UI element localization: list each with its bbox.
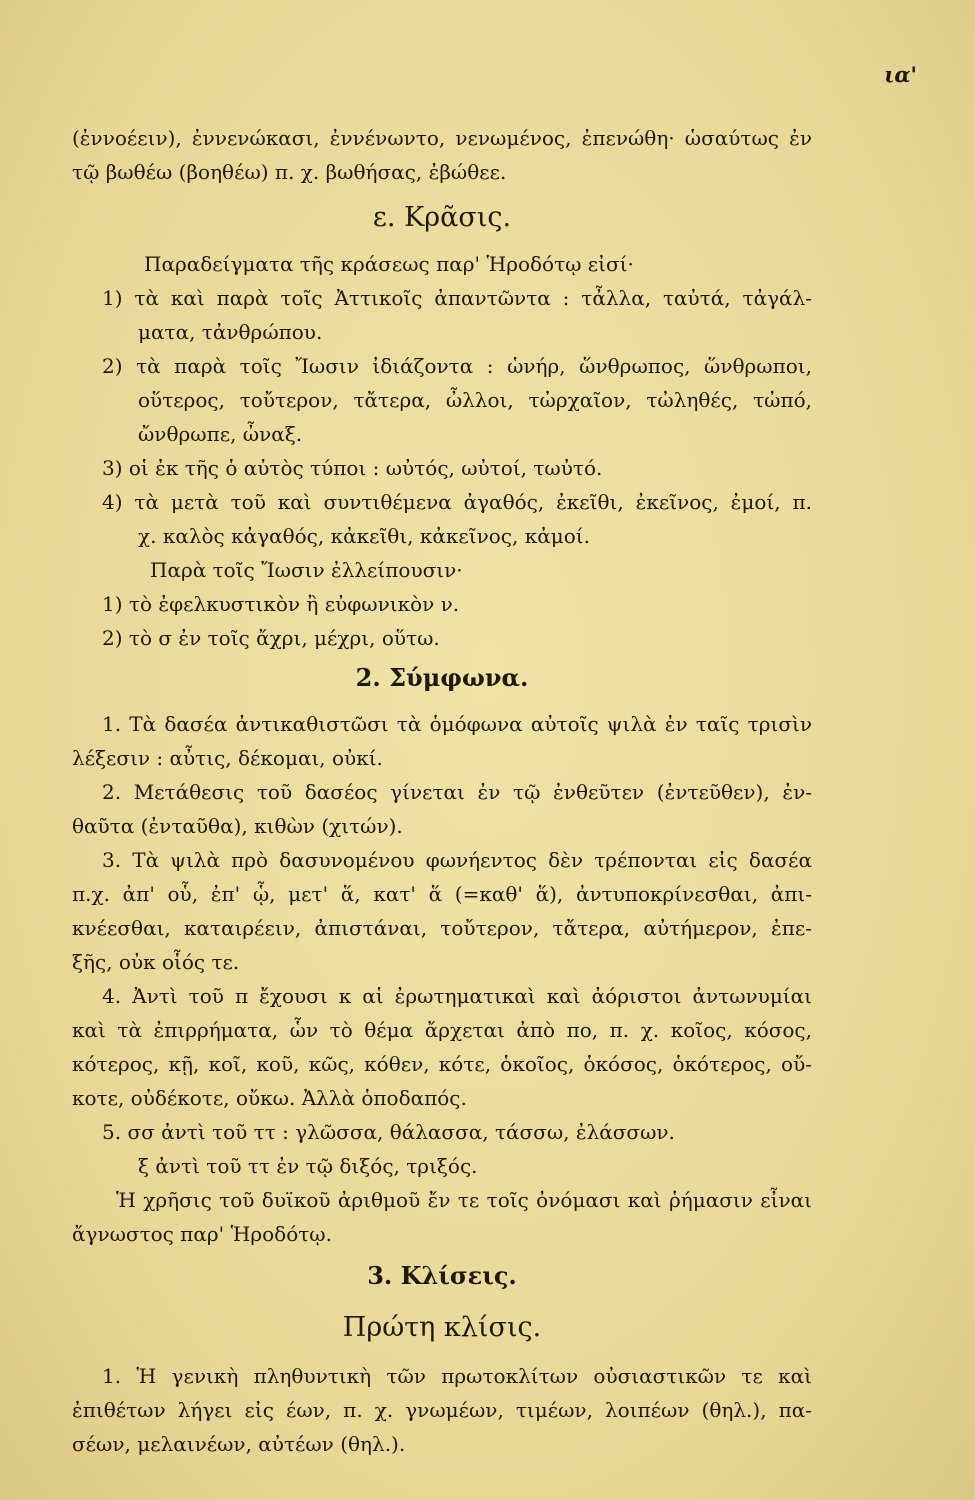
text-line: ὤνθρωπε, ὦναξ. bbox=[138, 422, 303, 446]
text-line: (ἐννοέειν), ἐννενώκασι, ἐννένωντο, νενωμένος, ἐπενώθη· ὡσαύτως ἐν bbox=[72, 126, 812, 150]
text-line: ξῆς, οὐκ οἷός τε. bbox=[72, 950, 240, 974]
text-line: Παραδείγματα τῆς κράσεως παρ' Ἡροδότῳ εἰσί· bbox=[144, 252, 634, 276]
text-line: 2) τὸ σ ἐν τοῖς ἄχρι, μέχρι, οὕτω. bbox=[102, 626, 440, 650]
text-line: 1) τὸ ἐφελκυστικὸν ἢ εὐφωνικὸν ν. bbox=[102, 592, 460, 616]
text-line: κνέεσθαι, καταιρέειν, ἀπιστάναι, τοὔτερον, τἄτερα, αὐτήμερον, ἐπε- bbox=[72, 916, 812, 940]
text-line: θαῦτα (ἐνταῦθα), κιθὼν (χιτών). bbox=[72, 814, 403, 838]
text-line: χ. καλὸς κἀγαθός, κἀκεῖθι, κἀκεῖνος, κἀμοί. bbox=[138, 524, 590, 548]
text-line: λέξεσιν : αὖτις, δέκομαι, οὐκί. bbox=[72, 746, 383, 770]
section-heading-krasis: ε. Κρᾶσις. bbox=[372, 202, 512, 233]
text-line: 3) οἱ ἐκ τῆς ὁ αὐτὸς τύποι : ωὐτός, ωὐτοί, τωὐτό. bbox=[102, 456, 603, 480]
text-line: τῷ βωθέω (βοηθέω) π. χ. βωθήσας, ἐβώθεε. bbox=[72, 160, 507, 184]
text-line: ἄγνωστος παρ' Ἡροδότῳ. bbox=[72, 1222, 332, 1246]
text-line: κοτε, οὐδέκοτε, οὔκω. Ἀλλὰ ὁποδαπός. bbox=[72, 1086, 467, 1110]
text-line: Ἡ χρῆσις τοῦ δυϊκοῦ ἀριθμοῦ ἔν τε τοῖς ὀνόμασι καὶ ῥήμασιν εἶναι bbox=[116, 1188, 812, 1212]
text-line: ξ ἀντὶ τοῦ ττ ἐν τῷ διξός, τριξός. bbox=[138, 1154, 478, 1178]
text-line: ματα, τἀνθρώπου. bbox=[138, 320, 323, 344]
section-heading-kliseis: 3. Κλίσεις. bbox=[367, 1261, 517, 1290]
text-line: Παρὰ τοῖς Ἴωσιν ἐλλείπουσιν· bbox=[150, 558, 463, 582]
text-line: 4) τὰ μετὰ τοῦ καὶ συντιθέμενα ἀγαθός, ἐκεῖθι, ἐκεῖνος, ἐμοί, π. bbox=[102, 490, 812, 514]
text-line: 1. Τὰ δασέα ἀντικαθιστῶσι τὰ ὁμόφωνα αὐτοῖς ψιλὰ ἐν ταῖς τρισὶν bbox=[102, 712, 812, 736]
text-line: σέων, μελαινέων, αὐτέων (θηλ.). bbox=[72, 1432, 406, 1456]
text-line: 2) τὰ παρὰ τοῖς Ἴωσιν ἰδιάζοντα : ὡνήρ, ὥνθρωπος, ὥνθρωποι, bbox=[102, 354, 812, 378]
section-heading-symfona: 2. Σύμφωνα. bbox=[355, 663, 529, 692]
text-line: 4. Ἀντὶ τοῦ π ἔχουσι κ αἱ ἐρωτηματικαὶ καὶ ἀόριστοι ἀντωνυμίαι bbox=[102, 984, 812, 1008]
page-number: ια' bbox=[884, 62, 917, 87]
text-line: ἐπιθέτων λήγει εἰς έων, π. χ. γνωμέων, τιμέων, λοιπέων (θηλ.), πα- bbox=[72, 1398, 812, 1422]
text-line: κότερος, κῇ, κοῖ, κοῦ, κῶς, κόθεν, κότε, ὁκοῖος, ὁκόσος, ὁκότερος, οὔ- bbox=[72, 1052, 812, 1076]
text-line: 2. Μετάθεσις τοῦ δασέος γίνεται ἐν τῷ ἐνθεῦτεν (ἐντεῦθεν), ἐν- bbox=[102, 780, 812, 804]
text-line: 1) τὰ καὶ παρὰ τοῖς Ἀττικοῖς ἀπαντῶντα : τἆλλα, ταὐτά, τἀγάλ- bbox=[102, 286, 812, 310]
text-line: 5. σσ ἀντὶ τοῦ ττ : γλῶσσα, θάλασσα, τάσσω, ἐλάσσων. bbox=[102, 1120, 675, 1144]
text-line: καὶ τὰ ἐπιρρήματα, ὧν τὸ θέμα ἄρχεται ἀπὸ πο, π. χ. κοῖος, κόσος, bbox=[72, 1018, 812, 1042]
text-line: 1. Ἡ γενικὴ πληθυντικὴ τῶν πρωτοκλίτων οὐσιαστικῶν τε καὶ bbox=[102, 1364, 812, 1388]
text-line: οὕτερος, τοὔτερον, τἄτερα, ὦλλοι, τὠρχαῖον, τὠληθές, τὠπό, bbox=[138, 388, 812, 412]
text-line: π.χ. ἀπ' οὗ, ἐπ' ᾧ, μετ' ἅ, κατ' ἅ (=καθ' ἅ), ἀντυποκρίνεσθαι, ἀπι- bbox=[72, 882, 812, 906]
text-line: 3. Τὰ ψιλὰ πρὸ δασυνομένου φωνήεντος δὲν τρέπονται εἰς δασέα bbox=[102, 848, 812, 872]
subsection-heading-proti-klisis: Πρώτη κλίσις. bbox=[342, 1312, 542, 1343]
